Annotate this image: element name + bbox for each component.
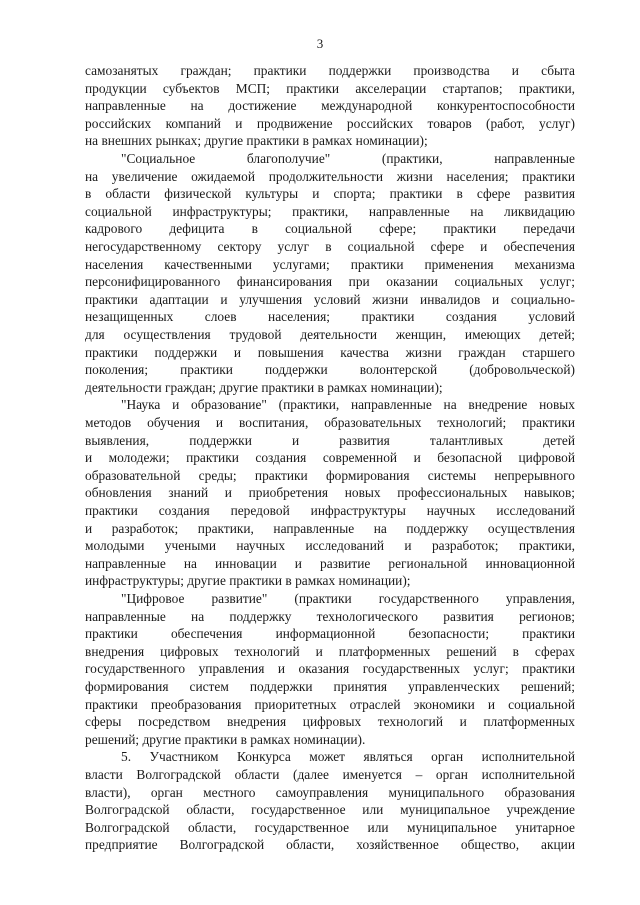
text-line: российских компаний и продвижение российских товаров (работ, услуг) xyxy=(85,115,575,131)
text-line: Волгоградской области, государственное или муниципальное унитарное xyxy=(85,819,575,835)
text-line: образовательной среды; практики формирования системы непрерывного xyxy=(85,467,575,483)
text-line: решений; другие практики в рамках номинации). xyxy=(85,731,366,747)
text-line: сферы посредством внедрения цифровых технологий и платформенных xyxy=(85,714,575,730)
text-line: направленные на поддержку технологического развития регионов; xyxy=(85,608,575,624)
text-line: на увеличение ожидаемой продолжительности жизни населения; практики xyxy=(85,168,575,184)
text-line: 5. Участником Конкурса может являться орган исполнительной xyxy=(121,749,575,765)
text-line: кадрового дефицита в социальной сфере; практики передачи xyxy=(85,221,575,237)
text-line: деятельности граждан; другие практики в рамках номинации); xyxy=(85,379,443,395)
text-line: продукции субъектов МСП; практики акселерации стартапов; практики, xyxy=(85,80,575,96)
text-line: инфраструктуры; другие практики в рамках номинации); xyxy=(85,573,411,589)
text-line: незащищенных слоев населения; практики создания условий xyxy=(85,309,575,325)
text-line: внедрения цифровых технологий и платформенных решений в сферах xyxy=(85,643,575,659)
text-line: социальной инфраструктуры; практики, направленные на ликвидацию xyxy=(85,203,575,219)
text-line: самозанятых граждан; практики поддержки производства и сбыта xyxy=(85,63,575,78)
text-line: и разработок; практики, направленные на поддержку осуществления xyxy=(85,520,575,536)
text-line: поколения; практики поддержки волонтерской (добровольческой) xyxy=(85,362,575,378)
text-line: "Цифровое развитие" (практики государственного управления, xyxy=(121,591,575,606)
text-line: практики создания передовой инфраструктуры научных исследований xyxy=(85,503,575,518)
text-line: направленные на инновации и развитие региональной инновационной xyxy=(85,555,575,571)
text-line: негосударственному сектору услуг в социальной сфере и обеспечения xyxy=(85,239,575,254)
text-line: в области физической культуры и спорта; практики в сфере развития xyxy=(85,186,575,202)
text-line: обновления знаний и приобретения новых профессиональных навыков; xyxy=(85,485,575,501)
text-line: выявления, поддержки и развития талантливых детей xyxy=(85,432,575,448)
text-line: практики преобразования приоритетных отраслей экономики и социальной xyxy=(85,696,575,712)
text-line: власти), орган местного самоуправления муниципального образования xyxy=(85,784,575,800)
text-line: на внешних рынках; другие практики в рамках номинации); xyxy=(85,133,428,149)
text-line: государственного управления и оказания государственных услуг; практики xyxy=(85,661,575,677)
text-line: формирования систем поддержки принятия управленческих решений; xyxy=(85,679,575,694)
text-line: персонифицированного финансирования при оказании социальных услуг; xyxy=(85,274,575,290)
text-line: "Наука и образование" (практики, направленные на внедрение новых xyxy=(121,397,575,413)
text-line: практики адаптации и улучшения условий жизни инвалидов и социально- xyxy=(85,291,575,307)
text-line: практики обеспечения информационной безопасности; практики xyxy=(85,626,575,642)
text-line: для осуществления трудовой деятельности женщин, имеющих детей; xyxy=(85,327,575,342)
text-line: молодыми учеными научных исследований и разработок; практики, xyxy=(85,538,575,554)
page-number: 3 xyxy=(316,36,324,51)
text-line: Волгоградской области, государственное или муниципальное учреждение xyxy=(85,802,575,818)
text-line: направленные на достижение международной конкурентоспособности xyxy=(85,98,575,114)
text-line: населения качественными услугами; практики применения механизма xyxy=(85,256,575,272)
text-line: и молодежи; практики создания современной и безопасной цифровой xyxy=(85,450,575,466)
text-line: методов обучения и воспитания, образовательных технологий; практики xyxy=(85,415,575,430)
text-line: "Социальное благополучие" (практики, направленные xyxy=(121,151,575,166)
text-line: власти Волгоградской области (далее именуется – орган исполнительной xyxy=(85,767,575,782)
text-line: предприятие Волгоградской области, хозяйственное общество, акции xyxy=(85,837,575,853)
text-line: практики поддержки и повышения качества жизни граждан старшего xyxy=(85,344,575,360)
